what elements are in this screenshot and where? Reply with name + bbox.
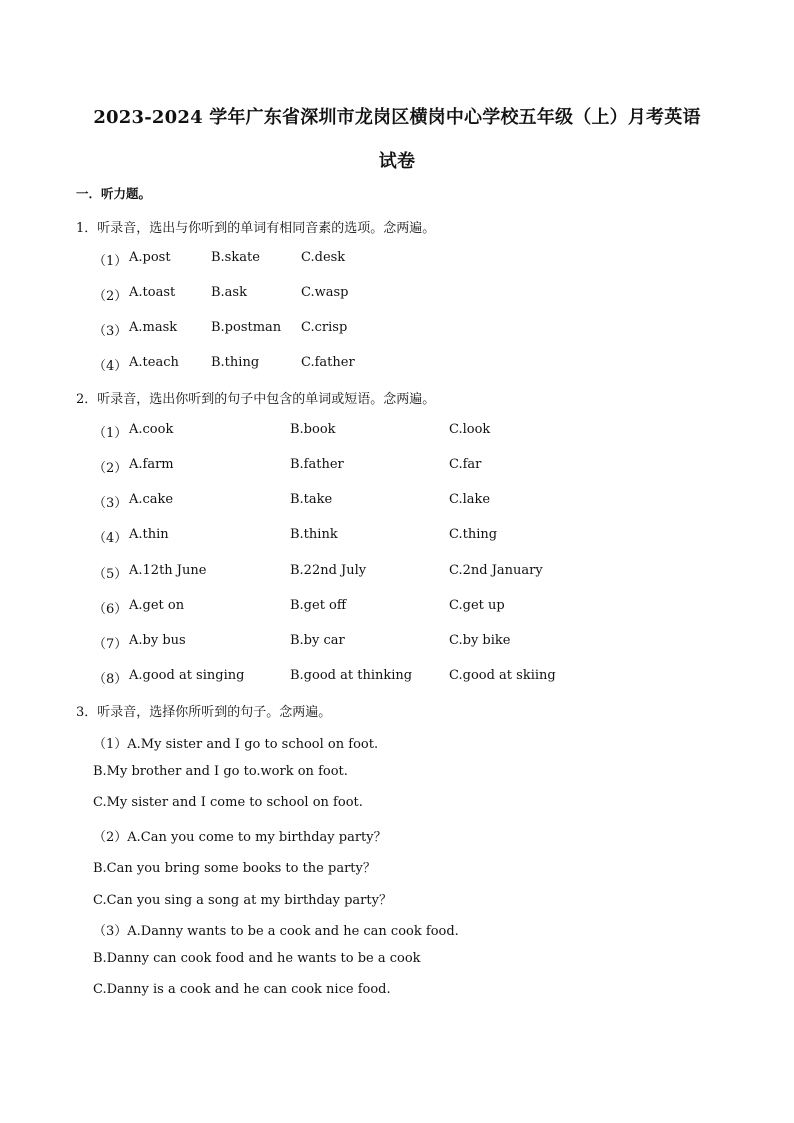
option-a: A.post	[129, 250, 171, 265]
option-c: C.2nd January	[449, 563, 543, 578]
option-b: B.good at thinking	[290, 668, 413, 683]
option-b: B.by car	[290, 633, 345, 648]
q3-sentence-option: C.Danny is a cook and he can cook nice food.	[93, 982, 391, 997]
option-b: B.skate	[211, 250, 260, 265]
option-c: C.far	[449, 457, 482, 472]
row-number: （8）	[93, 672, 128, 687]
option-a: A.farm	[129, 457, 174, 472]
option-b: B.book	[290, 422, 336, 437]
option-a: A.get on	[129, 598, 185, 613]
row-number: （3）	[93, 324, 128, 339]
option-a: A.thin	[129, 527, 169, 542]
row-number: （4）	[93, 359, 128, 374]
option-b: B.get off	[290, 598, 347, 613]
option-a: A.cake	[129, 492, 174, 507]
question-1-stem: 1．听录音，选出与你听到的单词有相同音素的选项。念两遍。	[76, 221, 436, 236]
section-heading-listening: 一．听力题。	[76, 186, 152, 201]
q3-sentence-option: C.Can you sing a song at my birthday party？	[93, 893, 392, 908]
option-a: A.mask	[129, 320, 178, 335]
option-b: B.postman	[211, 320, 282, 335]
q3-sentence-option: B.Danny can cook food and he wants to be a cook	[93, 951, 421, 966]
option-a: A.by bus	[129, 633, 186, 648]
option-c: C.by bike	[449, 633, 511, 648]
option-c: C.father	[301, 355, 355, 370]
exam-title-line-1: 2023-2024 学年广东省深圳市龙岗区横岗中心学校五年级（上）月考英语	[93, 107, 701, 128]
option-c: C.desk	[301, 250, 346, 265]
exam-title-line-2: 试卷	[378, 151, 416, 172]
option-b: B.father	[290, 457, 344, 472]
q3-sentence-option: C.My sister and I come to school on foot.	[93, 795, 363, 810]
option-a: A.12th June	[129, 563, 207, 578]
row-number: （1）	[93, 426, 128, 441]
row-number: （2）	[93, 461, 128, 476]
option-c: C.get up	[449, 598, 505, 613]
row-number: （1）	[93, 254, 128, 269]
row-number: （3）	[93, 496, 128, 511]
option-b: B.take	[290, 492, 333, 507]
q3-sentence-option: （1）A.My sister and I go to school on foot.	[93, 737, 379, 752]
q3-sentence-option: （3）A.Danny wants to be a cook and he can cook food.	[93, 924, 459, 939]
option-b: B.think	[290, 527, 338, 542]
option-b: B.ask	[211, 285, 247, 300]
option-a: A.teach	[129, 355, 179, 370]
option-c: C.thing	[449, 527, 498, 542]
question-2-stem: 2．听录音，选出你听到的句子中包含的单词或短语。念两遍。	[76, 392, 436, 407]
option-b: B.22nd July	[290, 563, 367, 578]
row-number: （7）	[93, 637, 128, 652]
option-c: C.look	[449, 422, 491, 437]
q3-sentence-option: （2）A.Can you come to my birthday party？	[93, 830, 387, 845]
q3-sentence-option: B.Can you bring some books to the party？	[93, 861, 376, 876]
option-c: C.wasp	[301, 285, 349, 300]
option-c: C.crisp	[301, 320, 348, 335]
row-number: （4）	[93, 531, 128, 546]
row-number: （5）	[93, 567, 128, 582]
option-c: C.lake	[449, 492, 491, 507]
row-number: （6）	[93, 602, 128, 617]
option-a: A.cook	[129, 422, 174, 437]
option-b: B.thing	[211, 355, 260, 370]
row-number: （2）	[93, 289, 128, 304]
q3-sentence-option: B.My brother and I go to.work on foot.	[93, 764, 348, 779]
option-a: A.good at singing	[129, 668, 245, 683]
question-3-stem: 3．听录音，选择你所听到的句子。念两遍。	[76, 705, 332, 720]
option-a: A.toast	[129, 285, 176, 300]
option-c: C.good at skiing	[449, 668, 556, 683]
